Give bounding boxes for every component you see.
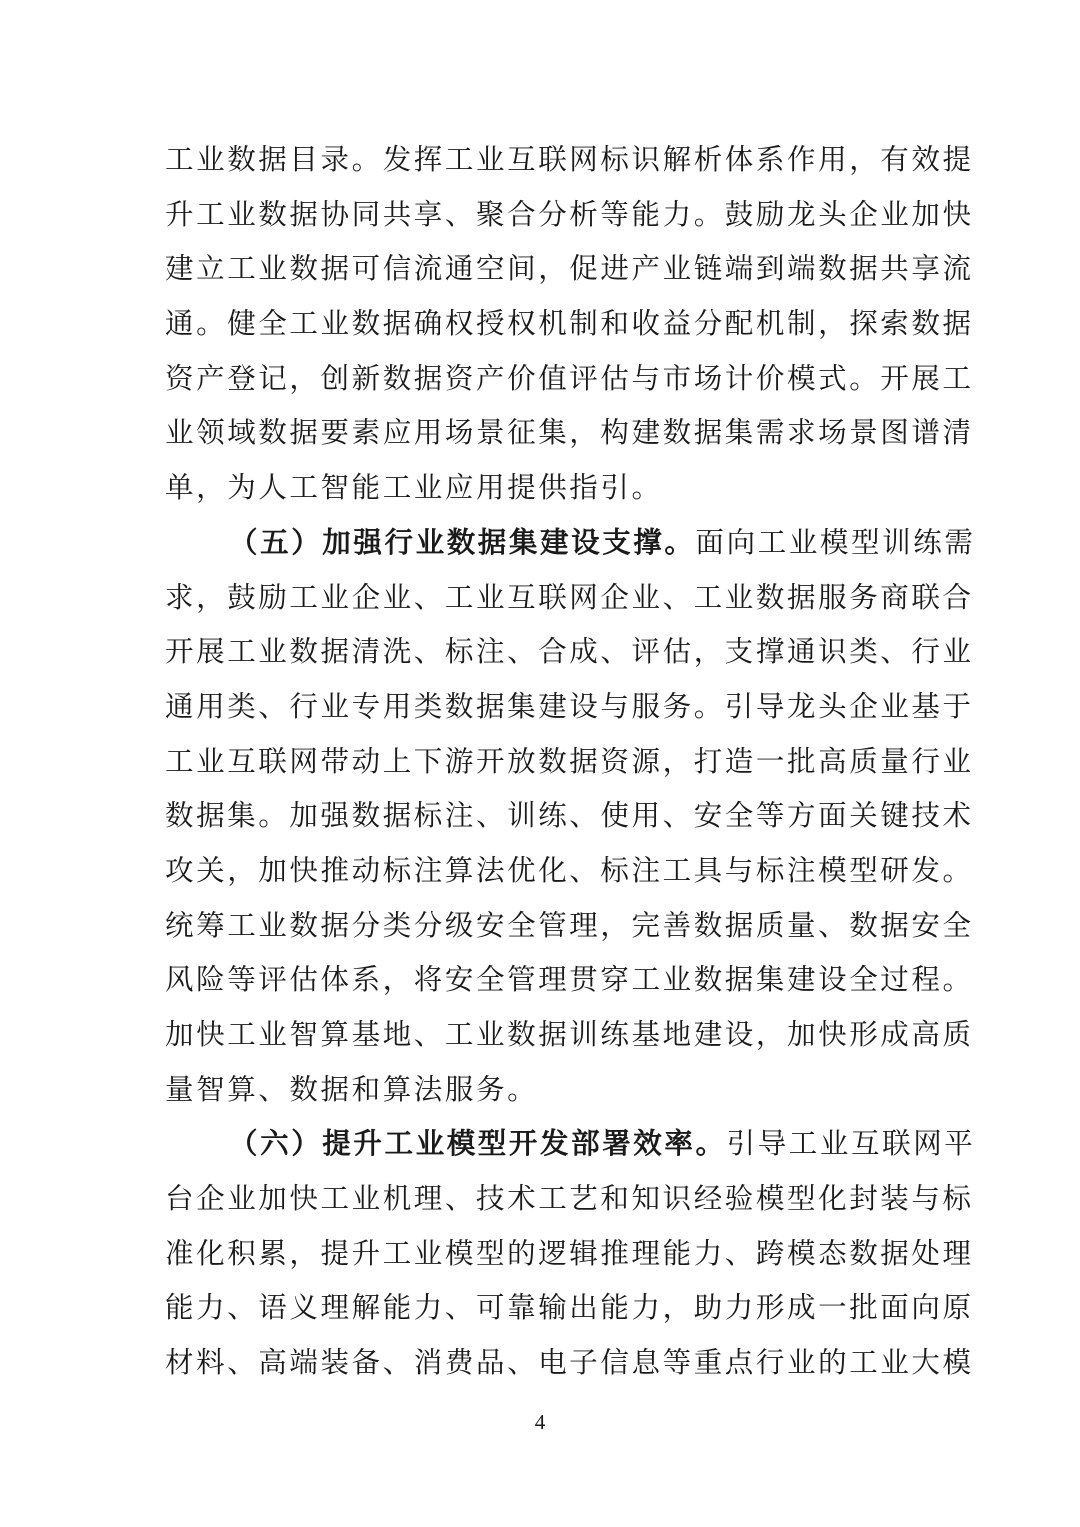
section-heading-6: （六）提升工业模型开发部署效率。	[229, 1127, 727, 1161]
paragraph-line: 工业互联网带动上下游开放数据资源，打造一批高质量行业	[165, 744, 974, 778]
paragraph-line: 资产登记，创新数据资产价值评估与市场计价模式。开展工	[165, 361, 974, 395]
section-6-first-line	[165, 1117, 976, 1172]
paragraph-line: 开展工业数据清洗、标注、合成、评估，支撑通识类、行业	[165, 635, 974, 669]
paragraph-line: 风险等评估体系，将安全管理贯穿工业数据集建设全过程。	[165, 963, 974, 997]
paragraph-line: 通。健全工业数据确权授权机制和收益分配机制，探索数据	[165, 307, 974, 341]
paragraph-text: 引导工业互联网平	[726, 1127, 976, 1161]
paragraph-line: 升工业数据协同共享、聚合分析等能力。鼓励龙头企业加快	[165, 197, 974, 231]
paragraph-line: 求，鼓励工业企业、工业互联网企业、工业数据服务商联合	[165, 580, 974, 614]
paragraph-line: 攻关，加快推动标注算法优化、标注工具与标注模型研发。	[165, 853, 974, 887]
paragraph-line: 能力、语义理解能力、可靠输出能力，助力形成一批面向原	[165, 1291, 974, 1325]
paragraph-line: 量智算、数据和算法服务。	[165, 1072, 539, 1106]
paragraph-line: 工业数据目录。发挥工业互联网标识解析体系作用，有效提	[165, 143, 974, 176]
paragraph-line: 通用类、行业专用类数据集建设与服务。引导龙头企业基于	[165, 689, 974, 723]
section-heading-5: （五）加强行业数据集建设支撑。	[229, 525, 696, 559]
paragraph-text: 面向工业模型训练需	[695, 525, 976, 559]
paragraph-line: 数据集。加强数据标注、训练、使用、安全等方面关键技术	[165, 799, 974, 833]
paragraph-line: 准化积累，提升工业模型的逻辑推理能力、跨模态数据处理	[165, 1236, 974, 1270]
paragraph-line: 单，为人工智能工业应用提供指引。	[165, 471, 663, 505]
paragraph-line: 加快工业智算基地、工业数据训练基地建设，加快形成高质	[165, 1018, 974, 1051]
paragraph-line: 业领域数据要素应用场景征集，构建数据集需求场景图谱清	[165, 416, 974, 450]
page-number: 4	[534, 1410, 546, 1434]
document-body	[165, 133, 976, 1391]
paragraph-line: 建立工业数据可信流通空间，促进产业链端到端数据共享流	[165, 252, 974, 286]
paragraph-line: 统筹工业数据分类分级安全管理，完善数据质量、数据安全	[165, 908, 974, 942]
paragraph-line: 材料、高端装备、消费品、电子信息等重点行业的工业大模	[165, 1346, 974, 1380]
paragraph-line: 台企业加快工业机理、技术工艺和知识经验模型化封装与标	[165, 1182, 974, 1216]
section-5-first-line	[165, 516, 976, 571]
